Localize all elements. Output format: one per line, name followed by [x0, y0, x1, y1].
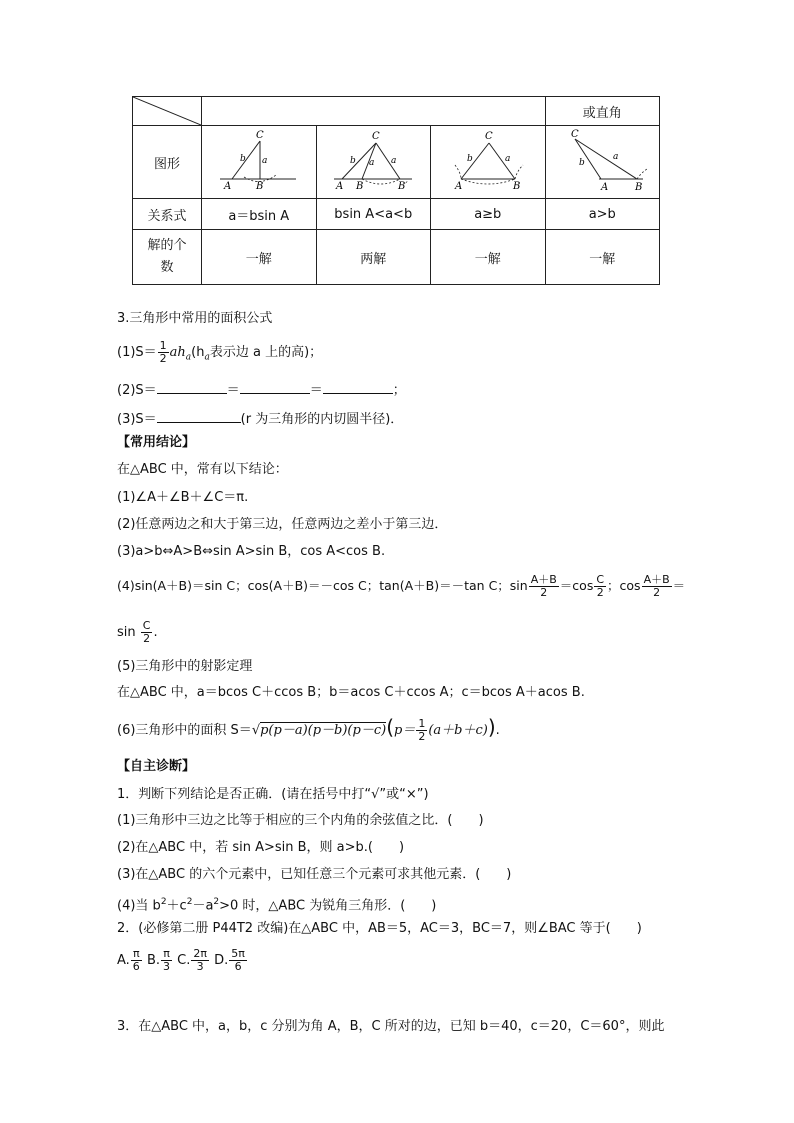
frac-num: 1	[159, 339, 167, 352]
row-label-figure: 图形	[133, 126, 202, 199]
frac-den: 2	[596, 586, 604, 599]
frac-den: 6	[234, 960, 242, 973]
label-B: B	[255, 181, 264, 192]
conclusion-4	[117, 574, 685, 599]
label-B: B	[356, 181, 364, 192]
triangle-solutions-table	[132, 96, 660, 285]
conclusions-heading: 【常用结论】	[117, 435, 196, 450]
label-a: a	[261, 156, 268, 166]
triangle-figure-4	[557, 127, 647, 193]
relation-cell: a≥b	[431, 199, 546, 230]
fraction	[161, 948, 172, 973]
label-a: a	[369, 158, 375, 168]
frac-den: 2	[418, 730, 426, 743]
diagnosis-heading: 【自主诊断】	[117, 759, 196, 774]
relation-cell: a>b	[545, 199, 660, 230]
superscript: 2	[186, 897, 193, 907]
formula-1-sub: a	[185, 352, 192, 363]
relation-cell: bsin A<a<b	[316, 199, 431, 230]
label-b: b	[579, 158, 586, 168]
table-corner-cell	[133, 97, 202, 126]
triangle-figure-3	[443, 127, 533, 193]
conclusion-4-text: (4)sin(A＋B)＝sin C；cos(A＋B)＝－cos C；tan(A＋B)＝－tan C；sin	[117, 578, 528, 593]
formula-1-body: ah	[169, 345, 186, 360]
conclusion-5: (5)三角形中的射影定理	[117, 659, 253, 674]
formula-1-paren: (h	[191, 345, 205, 360]
frac-num: A＋B	[643, 573, 670, 586]
formula-1-rest: 表示边 a 上的高)；	[209, 345, 323, 360]
q1-4-mid: ＋c	[166, 898, 187, 914]
fraction	[141, 620, 153, 645]
diagonal-line-icon	[133, 97, 201, 125]
formula-1	[117, 340, 322, 367]
fraction	[594, 574, 606, 599]
conclusion-3: (3)a>b⇔A>B⇔sin A>sin B，cos A<cos B.	[117, 544, 386, 559]
label-C: C	[372, 131, 380, 142]
superscript: 2	[213, 897, 220, 907]
equals-sign: ＝	[309, 383, 323, 398]
frac-den: 6	[132, 960, 140, 973]
label-A: A	[601, 182, 609, 193]
option-c[interactable]	[177, 947, 210, 973]
question-1-3: (3)在△ABC 的六个元素中，已知任意三个元素可求其他元素．( )	[117, 867, 512, 882]
formula-2-prefix: (2)S＝	[117, 383, 157, 398]
frac-num: C	[596, 573, 605, 586]
option-letter: B.	[146, 953, 160, 968]
label-C: C	[255, 130, 264, 141]
option-letter: D.	[214, 953, 229, 968]
table-header-blank	[202, 97, 546, 126]
fraction	[131, 948, 142, 973]
label-C: C	[484, 131, 493, 142]
figure-2	[316, 126, 431, 199]
frac-den: 2	[653, 586, 661, 599]
formula-1-prefix: (1)S＝	[117, 345, 157, 360]
sin-label: sin	[117, 625, 136, 640]
conclusion-5-detail: 在△ABC 中，a＝bcos C＋ccos B；b＝acos C＋ccos A；c＝bcos A＋acos B.	[117, 685, 585, 700]
q1-4-rest: >0 时，△ABC 为锐角三角形．( )	[219, 898, 437, 914]
question-2: 2．(必修第二册 P44T2 改编)在△ABC 中，AB＝5，AC＝3，BC＝7，则∠BAC 等于( )	[117, 921, 642, 936]
option-b[interactable]	[146, 947, 173, 973]
frac-den: 2	[540, 586, 548, 599]
question-3: 3．在△ABC 中，a，b，c 分别为角 A，B，C 所对的边，已知 b＝40，c＝20，C＝60°，则此	[117, 1019, 665, 1034]
option-letter: A.	[117, 953, 130, 968]
label-C: C	[571, 129, 579, 140]
paren-close: )	[487, 715, 496, 739]
fraction	[642, 574, 672, 599]
q1-4-mid: －a	[192, 898, 214, 914]
option-letter: C.	[177, 953, 191, 968]
equals-sign: ＝	[226, 383, 240, 398]
fraction-half	[158, 340, 169, 365]
formula-1-paren-sub: a	[204, 352, 210, 363]
question-2-options	[117, 948, 248, 973]
question-1: 1．判断下列结论是否正确．(请在括号中打“√”或“×”)	[117, 787, 429, 802]
frac-num: 5π	[231, 947, 245, 960]
formula-3	[117, 409, 403, 429]
label-b: b	[350, 156, 357, 166]
count-cell: 一解	[431, 230, 546, 285]
triangle-figure-2	[328, 127, 418, 193]
separator: ；cos	[607, 578, 641, 593]
row-label-count: 解的个数	[133, 230, 202, 285]
q1-4-pre: (4)当 b	[117, 898, 161, 914]
formula-3-prefix: (3)S＝	[117, 412, 157, 427]
question-1-1: (1)三角形中三边之比等于相应的三个内角的余弦值之比．( )	[117, 813, 484, 828]
conclusion-4-cont	[117, 620, 158, 645]
label-A: A	[454, 181, 462, 192]
section-3-title: 3.三角形中常用的面积公式	[117, 311, 273, 326]
figure-3	[431, 126, 546, 199]
p-def: p＝	[394, 723, 416, 738]
p-tail: (a＋b＋c)	[428, 723, 488, 738]
label-a: a	[391, 156, 397, 166]
row-label-relation: 关系式	[133, 199, 202, 230]
option-d[interactable]	[214, 947, 248, 973]
period: .	[153, 625, 158, 640]
formula-3-rest: (r 为三角形的内切圆半径)．	[240, 412, 404, 427]
frac-num: 2π	[193, 947, 207, 960]
frac-den: 3	[196, 960, 204, 973]
label-B: B	[635, 182, 643, 193]
conclusion-2: (2)任意两边之和大于第三边，任意两边之差小于第三边．	[117, 517, 448, 532]
paren-open: (	[386, 715, 394, 739]
sqrt-icon: √	[251, 723, 261, 738]
figure-4	[545, 126, 660, 199]
triangle-figure-1	[214, 127, 304, 193]
question-1-4	[117, 893, 436, 915]
blank-line[interactable]	[157, 380, 227, 394]
relation-cell: a＝bsin A	[202, 199, 317, 230]
fraction-half	[416, 718, 427, 743]
label-a: a	[613, 152, 619, 162]
label-b: b	[239, 154, 246, 164]
formula-2	[117, 380, 406, 400]
sqrt-body: p(p－a)(p－b)(p－c)	[260, 723, 387, 738]
label-A: A	[336, 181, 344, 192]
figure-1	[202, 126, 317, 199]
label-A: A	[223, 181, 231, 192]
fraction	[529, 574, 559, 599]
period: .	[495, 723, 500, 738]
frac-den: 2	[159, 352, 167, 365]
frac-num: π	[161, 948, 172, 961]
equals-cos: ＝cos	[559, 578, 594, 593]
conclusion-6-prefix: (6)三角形中的面积 S＝	[117, 723, 252, 738]
equals-sign: ＝	[672, 578, 686, 593]
fraction	[191, 948, 209, 973]
blank-line[interactable]	[240, 380, 310, 394]
frac-den: 3	[163, 960, 170, 973]
count-cell: 两解	[316, 230, 431, 285]
blank-line[interactable]	[323, 380, 393, 394]
option-a[interactable]	[117, 947, 143, 973]
table-header-last: 或直角	[545, 97, 660, 126]
label-B: B	[512, 181, 521, 192]
conclusions-intro: 在△ABC 中，常有以下结论：	[117, 462, 288, 477]
frac-num: A＋B	[530, 573, 557, 586]
label-B-prime: B′	[398, 181, 408, 192]
count-cell: 一解	[545, 230, 660, 285]
conclusion-6	[117, 715, 500, 743]
count-cell: 一解	[202, 230, 317, 285]
conclusion-1: (1)∠A＋∠B＋∠C＝π.	[117, 490, 249, 505]
label-b: b	[466, 154, 473, 164]
blank-line[interactable]	[157, 409, 241, 423]
frac-num: 1	[418, 717, 426, 730]
question-1-2: (2)在△ABC 中，若 sin A>sin B，则 a>b.( )	[117, 840, 405, 855]
frac-num: π	[131, 948, 142, 961]
fraction	[229, 948, 247, 973]
label-a: a	[504, 154, 511, 164]
superscript: 2	[160, 897, 167, 907]
frac-den: 2	[143, 632, 151, 645]
formula-2-end: ；	[392, 383, 406, 398]
frac-num: C	[142, 619, 151, 632]
